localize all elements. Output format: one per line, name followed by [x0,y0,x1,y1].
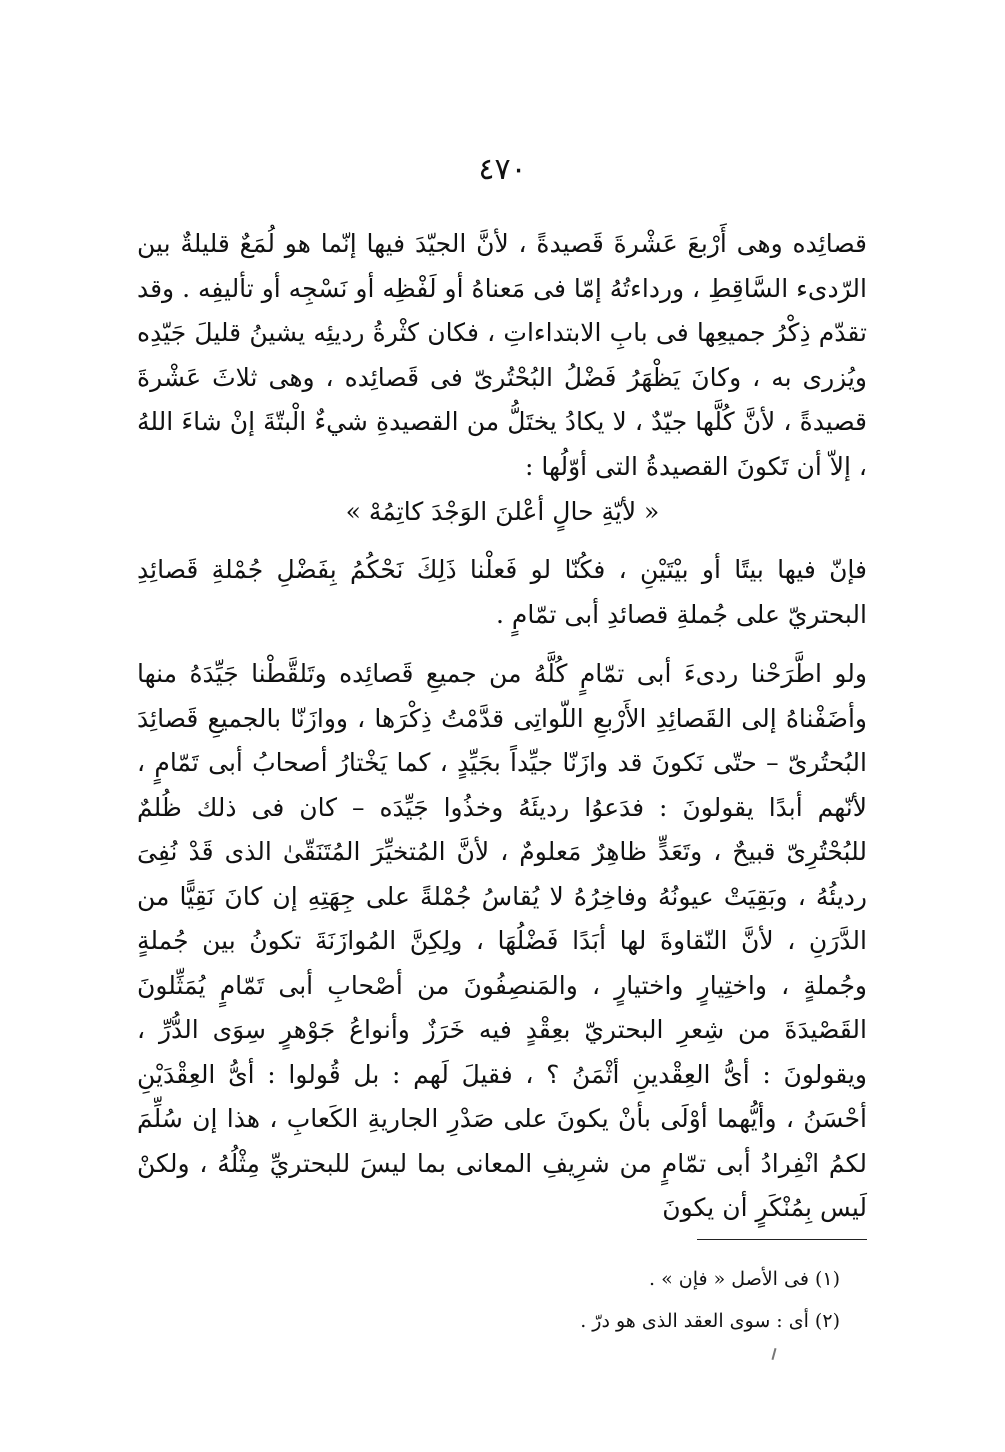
stray-ink-mark [771,1348,776,1360]
footnote-2: (٢) أى : سوى العقد الذى هو درّ . [580,1310,840,1332]
page-number: ٤٧٠ [478,152,527,187]
footnotes [140,1258,840,1342]
quoted-verse: « لأيّةِ حالٍ أعْلنَ الوَجْدَ كاتِمُهْ » [345,497,660,526]
footnote-1: (١) فى الأصل « فإن » . [649,1268,840,1290]
body-paragraph-3: ولو اطَّرَحْنا ردىءَ أبى تمّامٍ كُلَّهُ من جميعِ قَصائِده وتَلقَّطْنا جَيِّدَهُ منها وأضَفْناهُ إلى القَصائِدِ الأَرْبعِ اللّواتِى قدَّمْتُ ذِكْرَها ، ووازَنّا بالجميعِ قَصائِدَ البُحتُرىّ – حتّى نَكونَ قد وازَنّا جيِّداً بجَيِّدٍ ، كما يَخْتارُ أصحابُ أبى تَمّامٍ ، لأنّهم أبدًا يقولونَ : فدَعوُا رديئَهُ وخذُوا جَيِّدَه – كان فى ذلك ظُلمٌ للبُحْتُرِىّ قبيحٌ ، وتَعَدٍّ ظاهِرٌ مَعلومٌ ، لأنَّ المُتخيِّرَ المُتَنَقّىٰ الذى قَدْ نُفِىَ رديئُهُ ، وبَقِيَتْ عيونُهُ وفاخِرُهُ لا يُقاسُ جُمْلةً على جِهَتِهِ إن كانَ نَقِيًّا من الدَّرَنِ ، لأنَّ النّقاوةَ لها أبَدًا فَضْلُهَا ، ولِكِنَّ المُوازَنَةَ تكونُ بين جُملةٍ وجُملةٍ ، واختِيارٍ واختيارٍ ، والمَنصِفُونَ من أصْحابِ أبى تَمّامٍ يُمَثِّلونَ القَصْيدَةَ من شِعرِ البحتريّ بعِقْدٍ فيه خَرَزٌ وأنواعُ جَوْهرٍ سِوَى الدُّرِّ ، ويقولونَ : أىُّ العِقْدينِ أثْمَنُ ؟ ، فقيلَ لَهم : بل قُولوا : أىُّ العِقْدَيْنِ أحْسَنُ ، وأيُّهما أوْلَى بأنْ يكونَ على صَدْرِ الجاريةِ الكَعابِ ، هذا إن سُلِّمَ لكمُ انْفِرادُ أبى تمّامٍ من شرِيفِ المعانى بما ليسَ للبحتريِّ مِثْلُهُ ، ولكنْ لَيس بِمُنْكَرٍ أن يكونَ [137,659,867,1222]
body-paragraph-2: فإنّ فيها بيتًا أو بيْتَيْنِ ، فكُنّا لو فَعلْنا ذَلِكَ نَحْكُمُ بِفَضْلِ جُمْلةِ قَصائِدِ البحتريّ على جُملةِ قصائدِ أبى تمّامٍ . [137,555,867,629]
body-paragraph-1: قصائِده وهى أَرْبعَ عَشْرةَ قَصيدةً ، لأنَّ الجيّدَ فيها إنّما هو لُمَعٌ قليلةٌ بين الرّدىء السَّاقِطِ ، ورداءتُهُ إمّا فى مَعناهُ أو لَفْظِه أو نَسْجِه أو تأليفِه . وقد تقدّم ذِكْرُ جميعِها فى بابِ الابتداءاتِ ، فكان كثْرةُ رديئِه يشينُ قليلَ جَيّدِه ويُزرى به ، وكانَ يَظْهَرُ فَضْلُ البُحْتُرىّ فى قَصائِده ، وهى ثلاثَ عَشْرةَ قصيدةً ، لأنَّ كُلَّها جيّدٌ ، لا يكادُ يختَلُّ من القصيدةِ شيءٌ الْبتّةَ إنْ شاءَ اللهُ ، إلاّ أن تَكونَ القصيدةُ التى أوّلُها : [136,229,867,481]
footnote-separator-rule [697,1239,867,1240]
